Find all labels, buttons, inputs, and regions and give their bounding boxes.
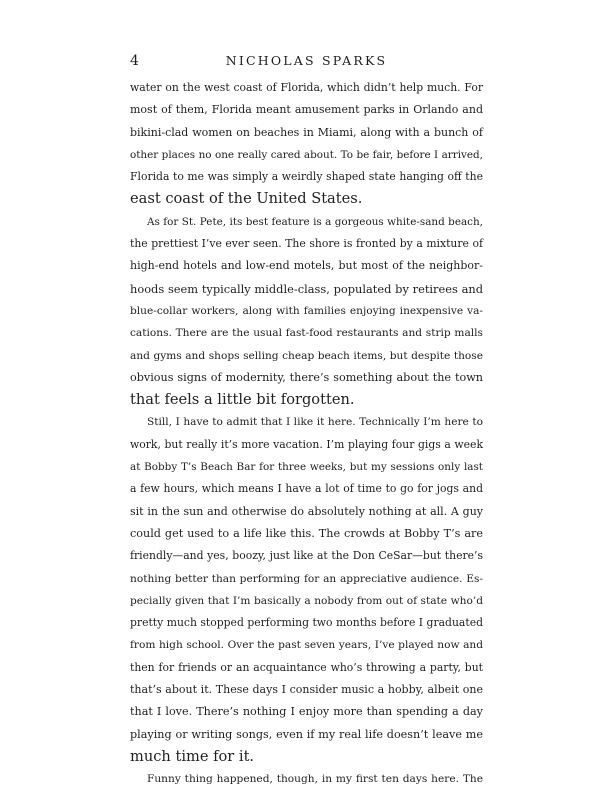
body-text [130,77,483,791]
text-line: a few hours, which means I have a lot of time to go for jogs and [130,482,483,496]
text-line: then for friends or an acquaintance who’s throwing a party, but [130,660,483,674]
text-line: east coast of the United States. [130,190,363,208]
text-line: Florida to me was simply a weirdly shaped state hanging off the [130,170,483,184]
text-line: that I love. There’s nothing I enjoy more than spending a day [130,705,483,719]
text-line: playing or writing songs, even if my real life doesn’t leave me [130,727,483,741]
text-line: much time for it. [130,747,255,765]
page-header [130,51,483,71]
running-head-author: NICHOLAS SPARKS [225,53,388,68]
text-line: work, but really it’s more vacation. I’m playing four gigs a week [130,437,483,451]
text-line: that’s about it. These days I consider music a hobby, albeit one [130,683,483,697]
page-number: 4 [130,53,139,69]
text-line: friendly—and yes, boozy, just like at the Don CeSar—but there’s [130,549,483,563]
text-line: high-end hotels and low-end motels, but most of the neighbor- [130,259,483,273]
text-line: the prettiest I’ve ever seen. The shore is fronted by a mixture of [130,237,483,251]
text-line: and gyms and shops selling cheap beach items, but despite those [130,349,483,362]
text-line: hoods seem typically middle-class, populated by retirees and [130,281,483,296]
text-line: As for St. Pete, its best feature is a gorgeous white-sand beach, [147,215,483,228]
text-line: other places no one really cared about. To be fair, before I arrived, [130,148,483,161]
text-line: Still, I have to admit that I like it here. Technically I’m here to [147,416,483,429]
text-line: Funny thing happened, though, in my first ten days here. The [147,773,483,786]
text-line: that feels a little bit forgotten. [130,391,355,409]
text-line: bikini-clad women on beaches in Miami, along with a bunch of [130,125,483,139]
text-line: nothing better than performing for an appreciative audience. Es- [130,572,483,585]
text-line: pretty much stopped performing two months before I graduated [130,616,483,630]
text-line: from high school. Over the past seven years, I’ve played now and [130,639,483,652]
text-line: most of them, Florida meant amusement parks in Orlando and [130,103,483,117]
text-line: cations. There are the usual fast-food restaurants and strip malls [130,327,483,340]
text-line: water on the west coast of Florida, which didn’t help much. For [130,81,483,94]
text-line: blue-collar workers, along with families enjoying inexpensive va- [130,304,483,317]
text-line: at Bobby T’s Beach Bar for three weeks, but my sessions only last [130,461,483,474]
text-line: could get used to a life like this. The crowds at Bobby T’s are [130,526,483,540]
text-line: sit in the sun and otherwise do absolutely nothing at all. A guy [130,504,483,518]
text-line: pecially given that I’m basically a nobody from out of state who’d [130,594,483,607]
text-line: obvious signs of modernity, there’s something about the town [130,370,483,384]
